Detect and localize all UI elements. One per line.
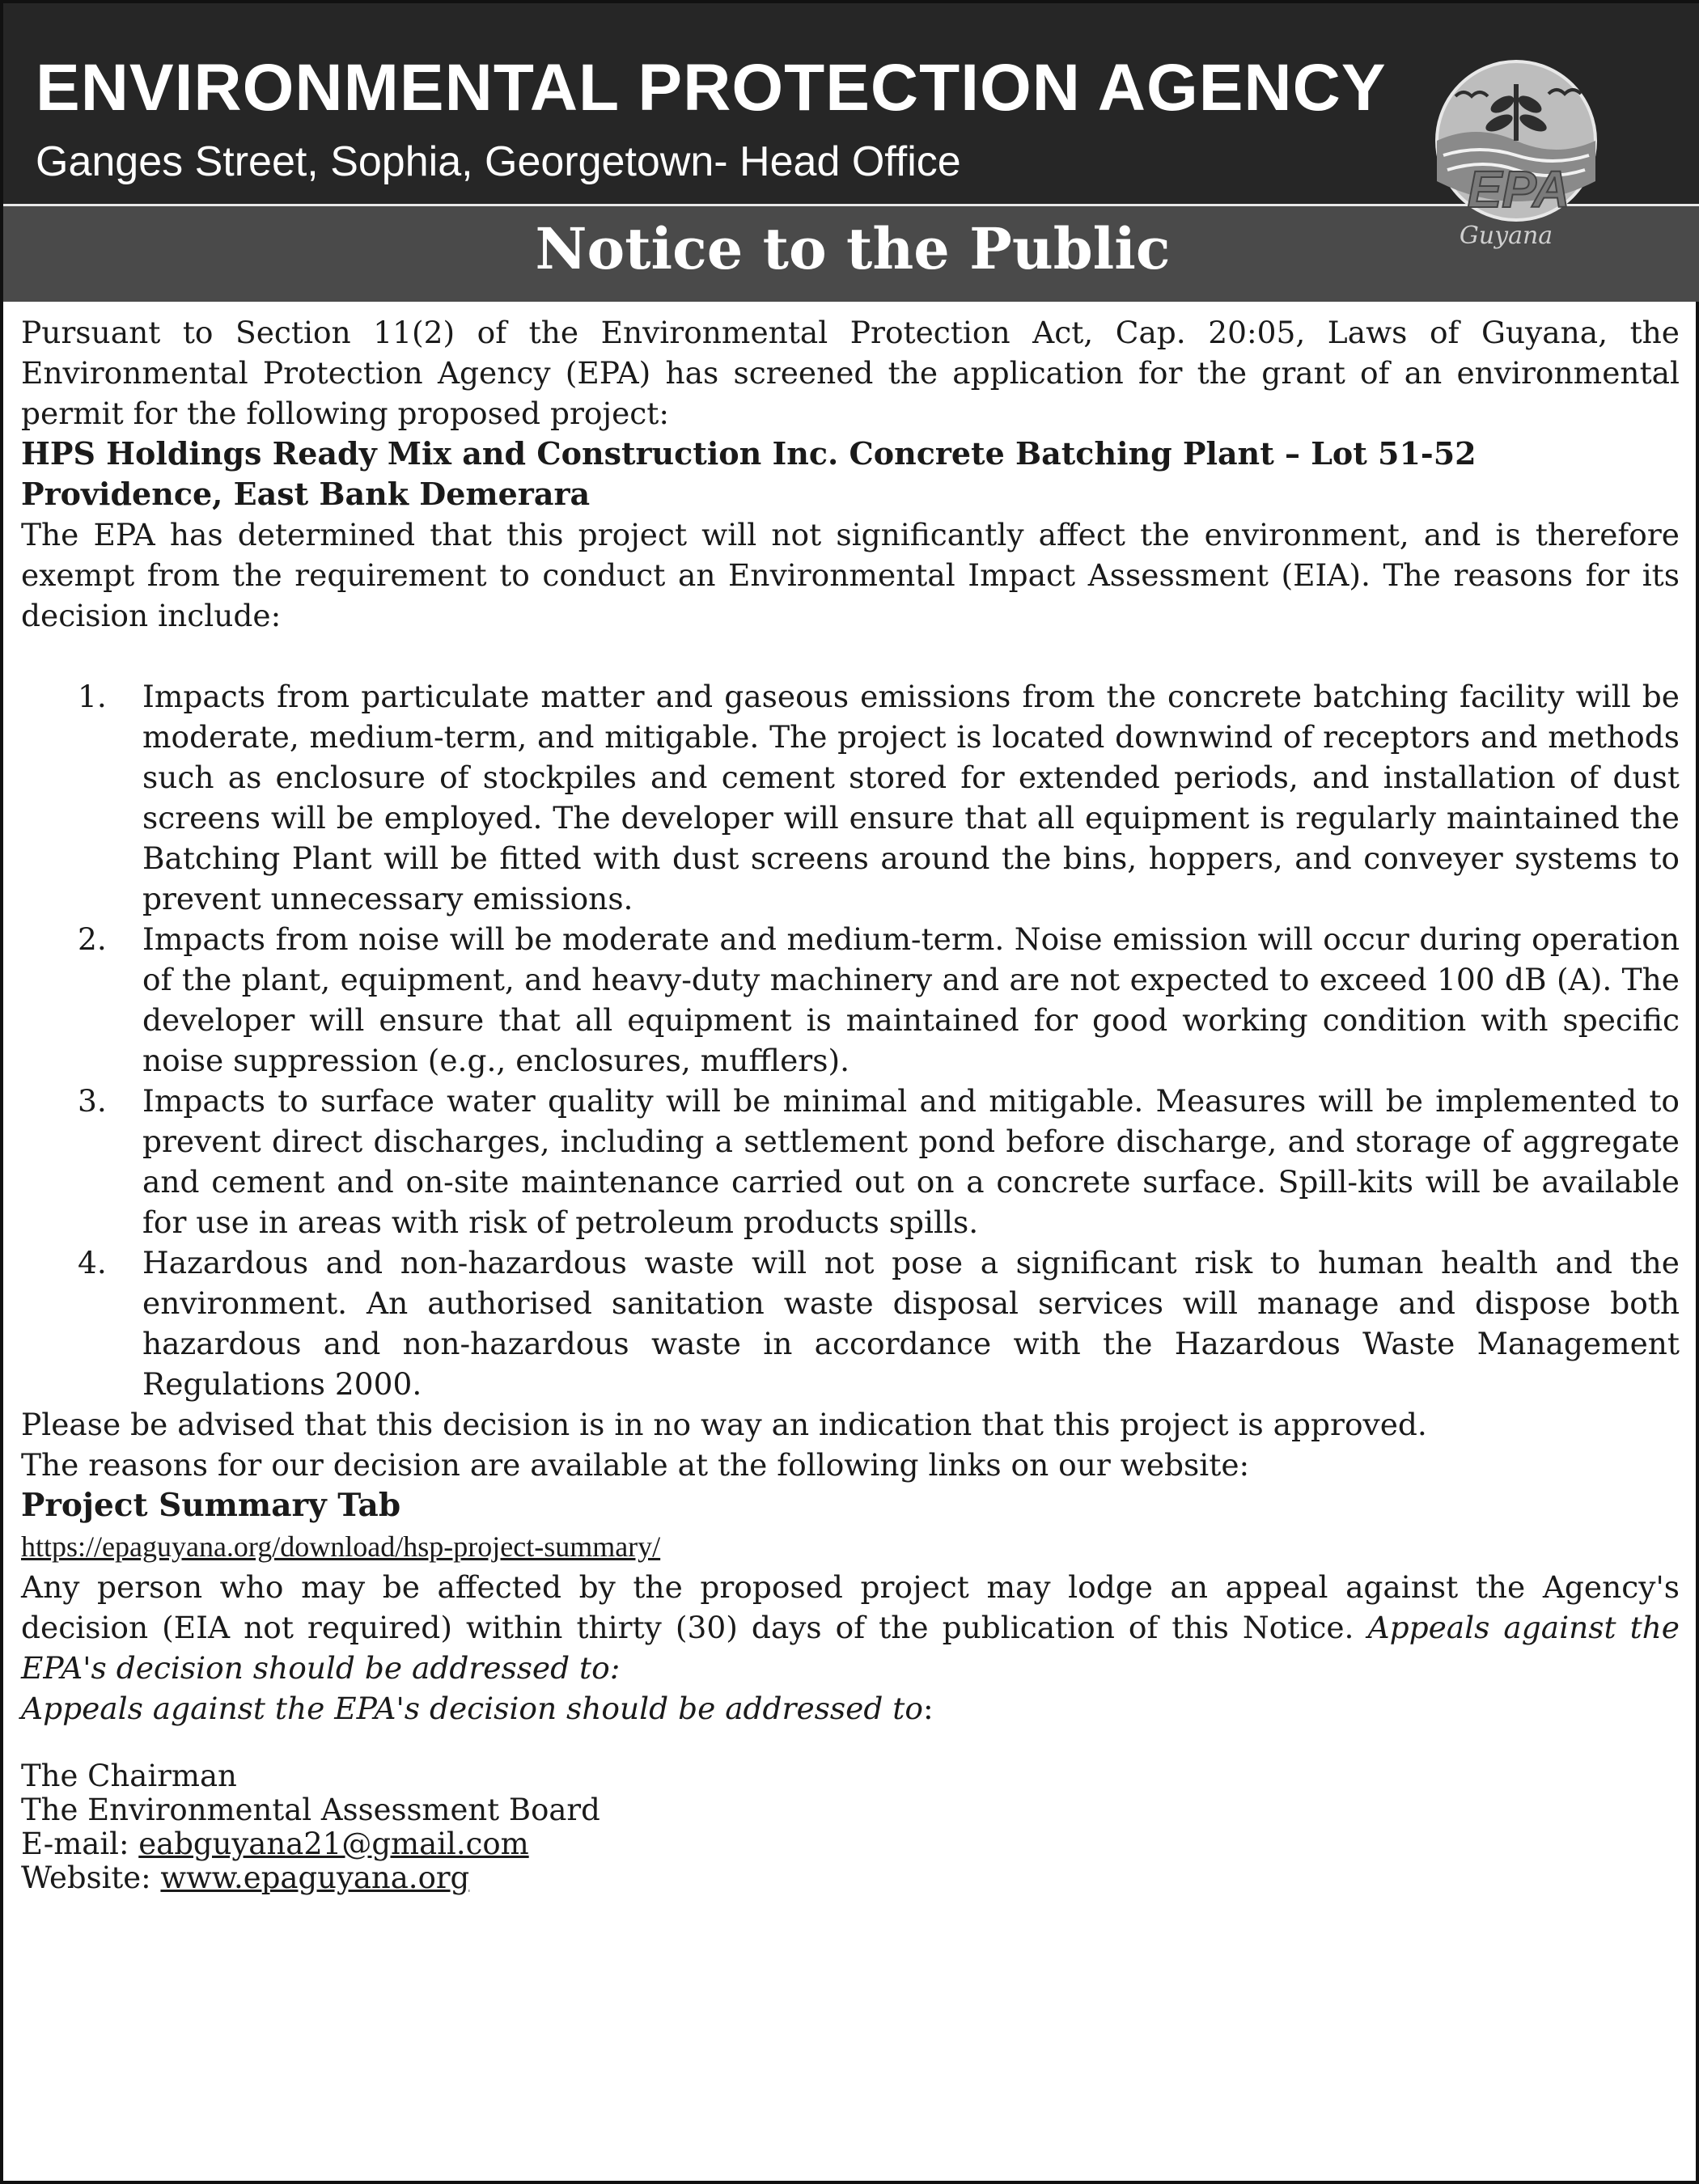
contact-block — [21, 1759, 1680, 1895]
notice-body — [21, 312, 1680, 1895]
list-item — [21, 1242, 1680, 1404]
advisory-paragraph: Please be advised that this decision is in no way an indication that this project is approved. — [21, 1407, 1427, 1442]
list-item-text: Hazardous and non-hazardous waste will not pose a significant risk to human health and the environment. An authorised sanitation waste disposal services will manage and dispose both hazardous and non-hazardous waste in accordance with the Hazardous Waste Management Regulations 2000. — [142, 1245, 1680, 1402]
appeal-paragraph — [21, 1567, 1680, 1688]
appeal-address-line — [21, 1688, 1680, 1729]
logo-text: EPA — [1467, 160, 1570, 218]
links-intro: The reasons for our decision are available at the following links on our website: — [21, 1447, 1250, 1483]
list-item — [21, 1081, 1680, 1242]
list-item — [21, 919, 1680, 1081]
agency-name: ENVIRONMENTAL PROTECTION AGENCY — [36, 51, 1387, 125]
list-item-number: 1. — [78, 679, 107, 714]
appeal-address-colon: : — [922, 1691, 934, 1726]
appeal-text: Any person who may be affected by the proposed project may lodge an appeal against the Agency's decision (EIA not required) within thirty (30) days of the publication of this Notice. — [21, 1569, 1680, 1645]
website-label: Website: — [21, 1860, 151, 1895]
list-item-number: 3. — [78, 1083, 107, 1119]
contact-email-row — [21, 1827, 1680, 1861]
determination-paragraph: The EPA has determined that this project will not significantly affect the environment, and is therefore exempt from the requirement to conduct an Environmental Impact Assessment (EIA). The reasons for its decision include: — [21, 517, 1680, 633]
list-item-number: 2. — [78, 921, 107, 957]
list-item-text: Impacts from noise will be moderate and medium-term. Noise emission will occur during operation of the plant, equipment, and heavy-duty machinery and are not expected to exceed 100 dB (A). The developer will ensure that all equipment is maintained for good working condition with specific noise suppression (e.g., enclosures, mufflers). — [142, 921, 1680, 1078]
list-item-number: 4. — [78, 1245, 107, 1280]
list-item-text: Impacts to surface water quality will be minimal and mitigable. Measures will be implemented to prevent direct discharges, including a settlement pond before discharge, and storage of aggregate and cement and on-site maintenance carried out on a concrete surface. Spill-kits will be available for use in areas with risk of petroleum products spills. — [142, 1083, 1680, 1240]
logo-subtext: Guyana — [1459, 222, 1553, 250]
notice-title: Notice to the Public — [535, 215, 1171, 282]
intro-paragraph: Pursuant to Section 11(2) of the Environmental Protection Act, Cap. 20:05, Laws of Guyana, the Environmental Protection Agency (EPA) has screened the application for the grant of an environmental permit for the following proposed project: — [21, 315, 1680, 431]
email-label: E-mail: — [21, 1826, 129, 1861]
contact-website-row — [21, 1861, 1680, 1895]
email-link[interactable]: eabguyana21@gmail.com — [138, 1826, 529, 1861]
list-item-text: Impacts from particulate matter and gaseous emissions from the concrete batching facility will be moderate, medium-term, and mitigable. The project is located downwind of receptors and methods such as enclosure of stockpiles and cement stored for extended periods, and installation of dust screens will be employed. The developer will ensure that all equipment is regularly maintained the Batching Plant will be fitted with dust screens around the bins, hoppers, and conveyer systems to prevent unnecessary emissions. — [142, 679, 1680, 916]
project-summary-heading: Project Summary Tab — [21, 1487, 401, 1524]
project-summary-link[interactable]: https://epaguyana.org/download/hsp-project-summary/ — [21, 1530, 661, 1563]
project-title: HPS Holdings Ready Mix and Construction Inc. Concrete Batching Plant – Lot 51-52 Providence, East Bank Demerara — [21, 435, 1477, 512]
contact-organization: The Environmental Assessment Board — [21, 1792, 600, 1827]
appeal-address-italic: Appeals against the EPA's decision should be addressed to: — [21, 1610, 1680, 1686]
agency-address: Ganges Street, Sophia, Georgetown- Head Office — [36, 138, 961, 185]
contact-name: The Chairman — [21, 1759, 237, 1793]
website-link[interactable]: www.epaguyana.org — [160, 1860, 470, 1895]
list-item — [21, 676, 1680, 919]
reasons-list — [21, 676, 1680, 1404]
appeal-address-italic-line: Appeals against the EPA's decision should be addressed to — [21, 1691, 923, 1726]
